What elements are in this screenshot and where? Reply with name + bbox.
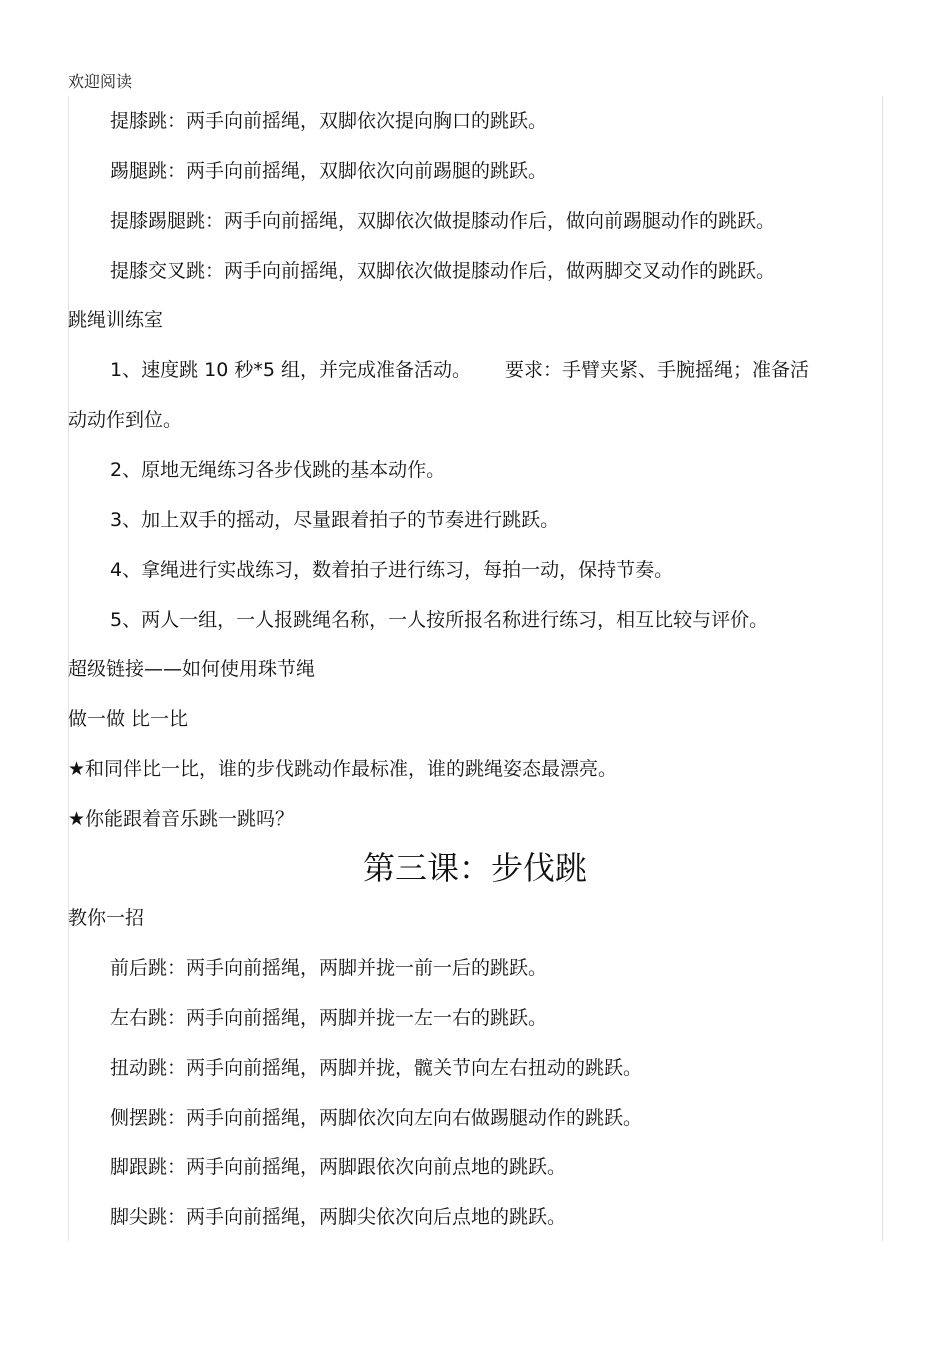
page-border-right [882,96,883,1241]
lesson-subheading: 教你一招 [68,907,145,929]
lesson-item-toe-jump: 脚尖跳：两手向前摇绳，两脚尖依次向后点地的跳跃。 [110,1206,567,1228]
paragraph-kick-jump: 踢腿跳：两手向前摇绳，双脚依次向前踢腿的跳跃。 [110,160,548,182]
paragraph-knee-cross-jump: 提膝交叉跳：两手向前摇绳，双脚依次做提膝动作后，做两脚交叉动作的跳跃。 [110,260,776,282]
lesson-item-twist-jump: 扭动跳：两手向前摇绳，两脚并拢，髋关节向左右扭动的跳跃。 [110,1057,643,1079]
compare-item-2: ★你能跟着音乐跳一跳吗？ [68,808,295,830]
lesson-title: 第三课：步伐跳 [362,849,587,887]
training-step-1-text: 1、速度跳 10 秒*5 组，并完成准备活动。 [110,359,471,381]
paragraph-knee-kick-jump: 提膝踢腿跳：两手向前摇绳，双脚依次做提膝动作后，做向前踢腿动作的跳跃。 [110,210,776,232]
super-link-heading: 超级链接——如何使用珠节绳 [68,658,316,680]
compare-heading: 做一做 比一比 [68,708,189,730]
paragraph-knee-lift-jump: 提膝跳：两手向前摇绳，双脚依次提向胸口的跳跃。 [110,110,548,132]
lesson-item-front-back-jump: 前后跳：两手向前摇绳，两脚并拢一前一后的跳跃。 [110,957,548,979]
training-step-4: 4、拿绳进行实战练习，数着拍子进行练习，每拍一动，保持节奏。 [110,559,674,581]
lesson-item-left-right-jump: 左右跳：两手向前摇绳，两脚并拢一左一右的跳跃。 [110,1007,548,1029]
compare-item-1: ★和同伴比一比，谁的步伐跳动作最标准，谁的跳绳姿态最漂亮。 [68,758,618,780]
training-heading: 跳绳训练室 [68,309,164,331]
training-step-1-continued: 动动作到位。 [68,409,183,431]
training-step-2: 2、原地无绳练习各步伐跳的基本动作。 [110,459,446,481]
lesson-item-heel-jump: 脚跟跳：两手向前摇绳，两脚跟依次向前点地的跳跃。 [110,1156,567,1178]
lesson-item-side-swing-jump: 侧摆跳：两手向前摇绳，两脚依次向左向右做踢腿动作的跳跃。 [110,1107,643,1129]
training-step-5: 5、两人一组，一人报跳绳名称，一人按所报名称进行练习，相互比较与评价。 [110,609,769,631]
training-step-1-requirement: 要求：手臂夹紧、手腕摇绳；准备活 [504,359,809,381]
training-step-3: 3、加上双手的摇动，尽量跟着拍子的节奏进行跳跃。 [110,509,560,531]
training-step-1 [110,357,862,383]
page-header: 欢迎阅读 [68,72,133,91]
